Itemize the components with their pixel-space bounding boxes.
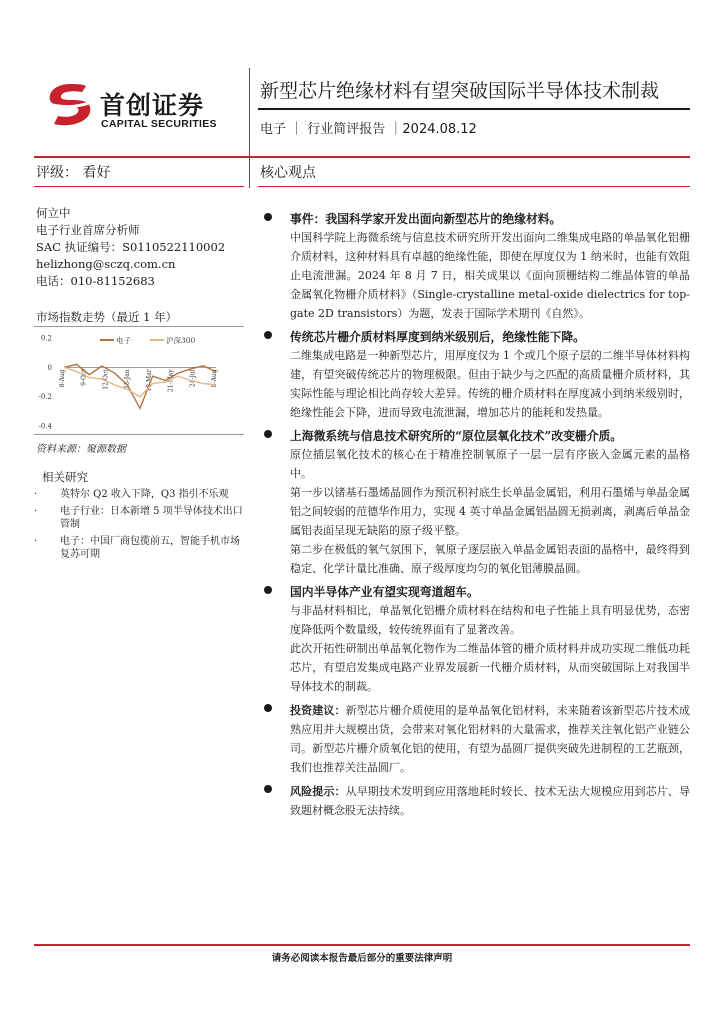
bullet-icon — [264, 213, 272, 221]
analyst-sac: SAC 执证编号：S0110522110002 — [36, 240, 226, 254]
footer-red-rule — [34, 944, 690, 946]
x-tick-label: 9-Oct — [80, 369, 88, 386]
related-research-item[interactable]: · 电子：中国厂商包揽前五，智能手机市场复苏可期 — [34, 535, 244, 562]
point-paragraph: 中国科学院上海微系统与信息技术研究所开发出面向二维集成电路的单晶氧化铝栅介质材料，这种材料具有卓越的绝缘性能，即使在厚度仅为 1 纳米时，也能有效阻止电流泄漏。2024 年 8 月 7 日，相关成果以《面向顶栅结构二维晶体管的单晶金属氧化物栅介质材料》（Single-crystalline metal-oxide dielectrics for top-gate 2D transistors）为题，发表于国际学术期刊《自然》。 — [290, 231, 690, 320]
bullet-icon — [264, 430, 272, 438]
chart-source: 资料来源：聚源数据 — [36, 444, 126, 455]
point-paragraph: 投资建议：新型芯片栅介质使用的是单晶氧化铝材料，未来随着该新型芯片技术成熟应用并大规模出货，会带来对氧化铝材料的大量需求，推荐关注氧化铝产业链公司。新型芯片栅介质氧化铝的使用，有望为晶圆厂提供突破先进制程的工艺瓶颈，我们也推荐关注晶圆厂。 — [290, 704, 691, 774]
point-heading: 事件：我国科学家开发出面向新型芯片的绝缘材料。 — [290, 212, 562, 226]
y-tick-label: -0.2 — [38, 393, 52, 402]
point-heading: 国内半导体产业有望实现弯道超车。 — [290, 585, 479, 599]
analyst-name: 何立中 — [36, 206, 71, 220]
point-domestic-industry — [262, 583, 690, 696]
point-paragraph: 与非晶材料相比，单晶氧化铝栅介质材料在结构和电子性能上具有明显优势，态密度降低两个数量级，较传统界面有了显著改善。 — [290, 604, 690, 636]
point-in-situ-oxidation — [262, 427, 690, 578]
related-research-item[interactable]: · 电子行业：日本新增 5 项半导体技术出口管制 — [34, 505, 244, 532]
logo-mark — [44, 80, 96, 128]
title-rule — [258, 108, 690, 110]
chart-bottom-rule — [34, 434, 244, 435]
header-divider — [249, 68, 250, 188]
rating-red-rule — [34, 186, 244, 187]
core-red-rule — [258, 186, 690, 187]
point-paragraph: 此次开拓性研制出单晶氧化物作为二维晶体管的栅介质材料并成功实现二维低功耗芯片，有望启发集成电路产业界发展新一代栅介质材料，从而突破国际上对我国半导体技术的制裁。 — [290, 642, 690, 693]
x-tick-label: 24-Jul — [189, 369, 197, 388]
chart-title-rule — [34, 326, 244, 327]
x-tick-label: 8-Aug — [211, 369, 218, 388]
x-tick-label: 12-Oct — [102, 369, 110, 390]
point-paragraph: 风险提示：从早期技术发明到应用落地耗时较长、技术无法大规模应用到芯片、导致题材概念股无法持续。 — [290, 785, 691, 817]
analyst-phone: 电话：010-81152683 — [36, 274, 155, 288]
market-index-chart — [34, 328, 244, 432]
analyst-email[interactable]: helizhong@sczq.com.cn — [36, 257, 176, 271]
point-traditional-dielectric — [262, 328, 690, 422]
point-heading: 上海微系统与信息技术研究所的“原位层氧化技术”改变栅介质。 — [290, 429, 623, 443]
core-view-body — [262, 210, 690, 825]
bullet-icon — [264, 704, 272, 712]
x-tick-label: 15-Jan — [124, 369, 132, 389]
x-tick-label: 21-May — [167, 369, 175, 393]
related-research-heading: 相关研究 — [42, 470, 88, 484]
bullet-icon — [264, 331, 272, 339]
analyst-title: 电子行业首席分析师 — [36, 223, 140, 237]
point-paragraph: 第二步在极低的氧气氛围下，氧原子逐层嵌入单晶金属铝表面的晶格中，最终得到稳定、化学计量比准确、原子级厚度均匀的氧化铝薄膜晶圆。 — [290, 543, 690, 575]
y-tick-label: -0.4 — [38, 422, 52, 431]
report-title: 新型芯片绝缘材料有望突破国际半导体技术制裁 — [260, 80, 660, 102]
header-red-rule — [34, 156, 690, 158]
legend-label-csi300: 沪深300 — [166, 336, 196, 345]
legend-label-electronics: 电子 — [116, 336, 131, 345]
point-event — [262, 210, 690, 323]
point-paragraph: 第一步以锗基石墨烯晶圆作为预沉积衬底生长单晶金属铝，利用石墨烯与单晶金属铝之间较弱的范德华作用力，实现 4 英寸单晶金属铝晶圆无损剥离，剥离后单晶金属铝表面呈现无缺陷的原子级平整。 — [290, 486, 690, 537]
point-paragraph: 二维集成电路是一种新型芯片，用厚度仅为 1 个或几个原子层的二维半导体材料构建，有望突破传统芯片的物理极限。但由于缺少与之匹配的高质量栅介质材料，其实际性能与理论相比尚存较大差异。传统的栅介质材料在厚度减小到纳米级别时，绝缘性能会下降，进而导致电流泄漏，增加芯片的能耗和发热量。 — [290, 349, 690, 419]
related-research-item[interactable]: · 英特尔 Q2 收入下降，Q3 指引不乐观 — [34, 488, 244, 502]
logo-text-cn: 首创证券 — [100, 91, 205, 120]
y-tick-label: 0 — [47, 363, 52, 372]
x-tick-label: 8-Aug — [59, 369, 66, 388]
report-subtitle: 电子 ｜ 行业简评报告 ｜2024.08.12 — [260, 122, 477, 137]
x-tick-label: 18-Mar — [145, 369, 153, 392]
point-heading: 传统芯片栅介质材料厚度到纳米级别后，绝缘性能下降。 — [290, 330, 585, 344]
point-investment-advice — [262, 701, 690, 777]
bullet-icon — [264, 785, 272, 793]
related-research-list — [34, 488, 244, 565]
y-tick-label: 0.2 — [40, 334, 52, 343]
rating: 评级： 看好 — [36, 165, 111, 181]
bullet-icon — [264, 586, 272, 594]
point-paragraph: 原位插层氧化技术的核心在于精准控制氧原子一层一层有序嵌入金属元素的晶格中。 — [290, 448, 690, 480]
core-view-heading: 核心观点 — [260, 165, 316, 181]
point-risk-warning — [262, 782, 690, 820]
legal-notice: 请务必阅读本报告最后部分的重要法律声明 — [271, 953, 453, 964]
chart-title: 市场指数走势（最近 1 年） — [36, 310, 178, 324]
logo-text-en: CAPITAL SECURITIES — [101, 118, 217, 130]
